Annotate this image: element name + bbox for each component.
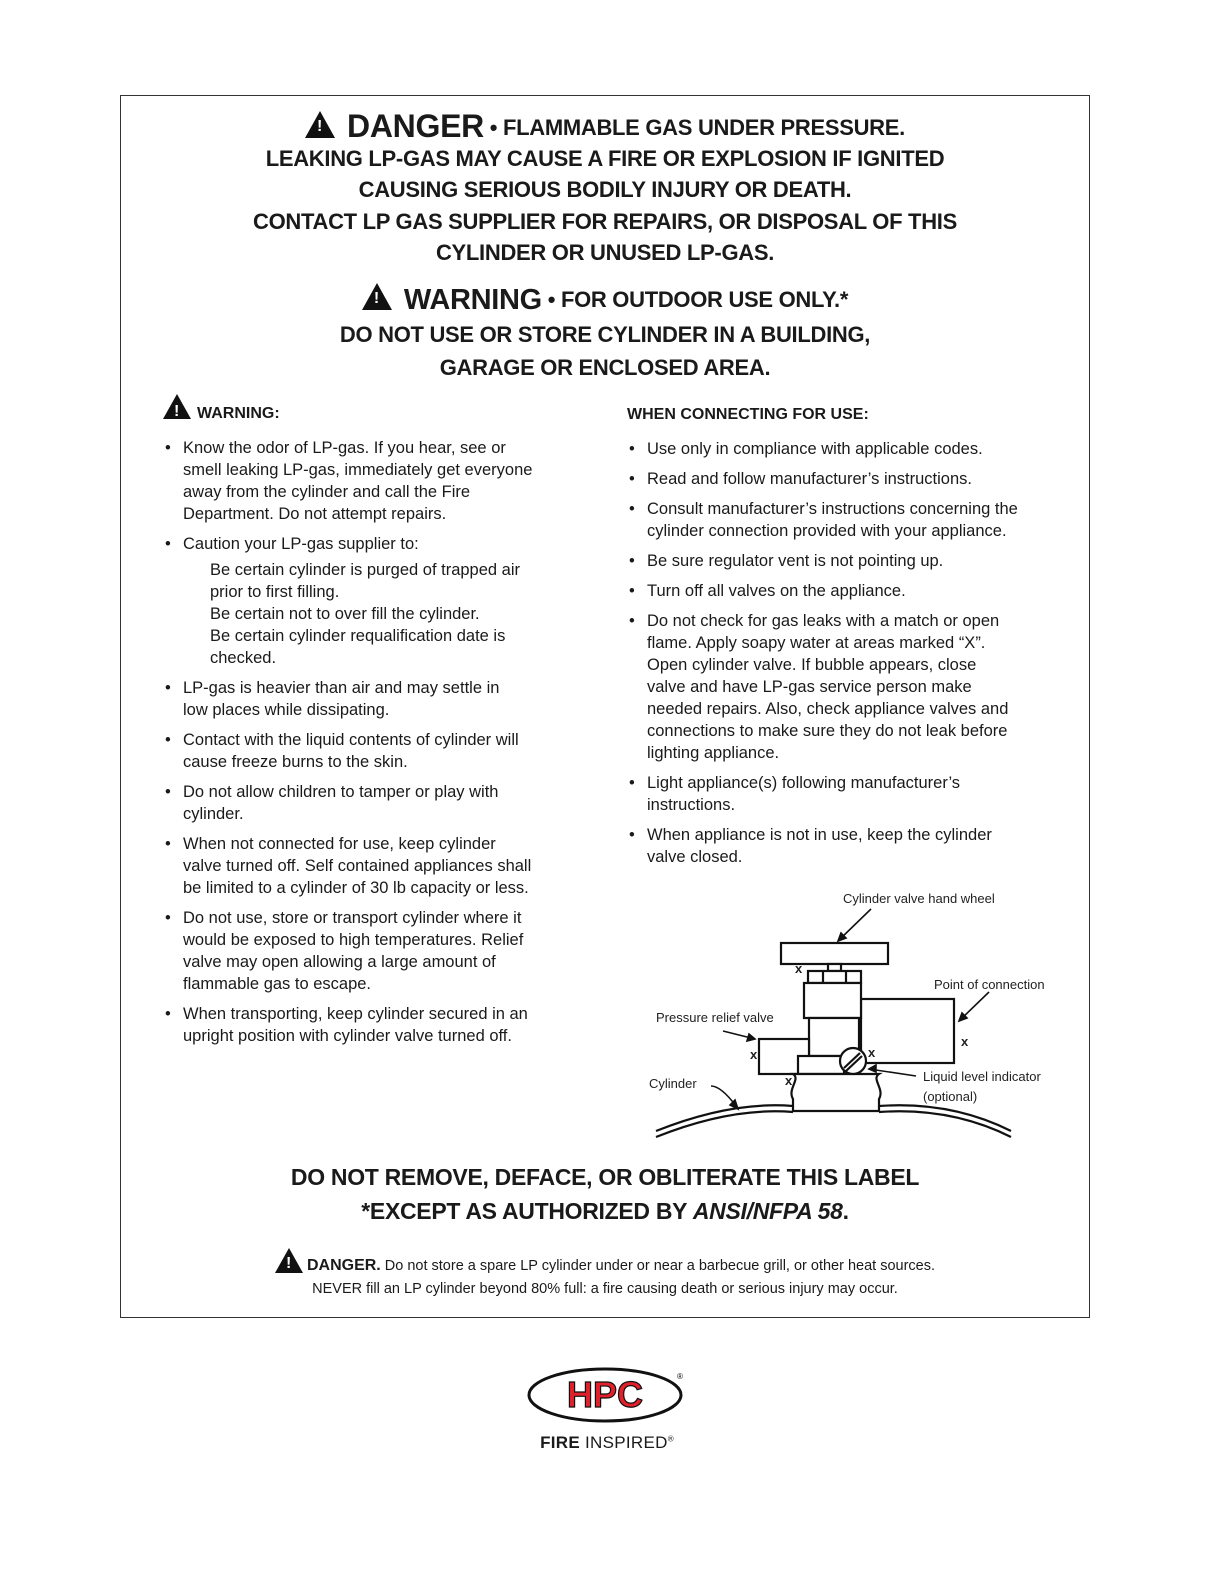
- label-liquid-level: Liquid level indicator: [923, 1069, 1041, 1084]
- cylinder-valve-diagram: [631, 881, 1061, 1141]
- tagline-inspired: INSPIRED: [585, 1433, 668, 1452]
- list-item: • Contact with the liquid contents of cylinder will cause freeze burns to the skin.: [163, 729, 563, 773]
- bottom-danger-line1: [121, 1248, 1089, 1275]
- label-hand-wheel: Cylinder valve hand wheel: [843, 891, 995, 906]
- list-item: • Read and follow manufacturer’s instructions.: [627, 468, 1037, 490]
- sub-item: Be certain not to over fill the cylinder.: [210, 605, 480, 623]
- list-item: • When transporting, keep cylinder secured in an upright position with cylinder valve turned off.: [163, 1003, 563, 1047]
- warning-title: WARNING: [403, 284, 542, 316]
- registered-mark: ®: [677, 1372, 683, 1381]
- list-item: [163, 533, 563, 669]
- leak-mark: x: [961, 1034, 969, 1049]
- warning-subtitle: • FOR OUTDOOR USE ONLY.*: [547, 287, 849, 312]
- leak-mark: x: [750, 1047, 758, 1062]
- leak-mark: x: [795, 961, 803, 976]
- ansi-suffix: .: [842, 1198, 849, 1224]
- right-column: [627, 404, 1037, 876]
- warning-triangle-icon: [275, 1248, 303, 1273]
- list-item-text: • Caution your LP-gas supplier to:: [183, 535, 419, 553]
- list-item: • Know the odor of LP-gas. If you hear, see or smell leaking LP-gas, immediately get everyone away from the cylinder and call the Fire Department. Do not attempt repairs.: [163, 437, 563, 525]
- hpc-logo-mark: [527, 1366, 687, 1426]
- logo-brand: HPC: [566, 1374, 644, 1415]
- left-heading: [163, 394, 563, 425]
- leak-mark: x: [868, 1045, 876, 1060]
- list-item: • When not connected for use, keep cylinder valve turned off. Self contained appliances shall be limited to a cylinder of 30 lb capacity or less.: [163, 833, 563, 899]
- danger-heading: [121, 108, 1089, 145]
- bottom-danger-title: DANGER.: [306, 1257, 381, 1274]
- list-item: • Turn off all valves on the appliance.: [627, 580, 1037, 602]
- bottom-danger-line2: NEVER fill an LP cylinder beyond 80% full: a fire causing death or serious injury may occur.: [312, 1281, 898, 1297]
- list-item: • Use only in compliance with applicable codes.: [627, 438, 1037, 460]
- hpc-logo: [527, 1366, 687, 1456]
- warning-triangle-icon: [362, 283, 392, 310]
- list-item: • Light appliance(s) following manufacturer’s instructions.: [627, 772, 1037, 816]
- danger-subtitle: • FLAMMABLE GAS UNDER PRESSURE.: [489, 115, 905, 140]
- list-item: • Be sure regulator vent is not pointing up.: [627, 550, 1037, 572]
- list-item: • When appliance is not in use, keep the cylinder valve closed.: [627, 824, 1037, 868]
- ansi-notice: [121, 1198, 1089, 1225]
- list-item: • LP-gas is heavier than air and may settle in low places while dissipating.: [163, 677, 563, 721]
- left-column: [163, 394, 563, 1055]
- ansi-standard: ANSI/NFPA 58: [692, 1198, 843, 1224]
- danger-line: LEAKING LP-GAS MAY CAUSE A FIRE OR EXPLOSION IF IGNITED: [265, 146, 945, 171]
- list-item: • Consult manufacturer’s instructions concerning the cylinder connection provided with your appliance.: [627, 498, 1037, 542]
- logo-tagline: [527, 1433, 687, 1453]
- warning-triangle-icon: [163, 394, 191, 419]
- danger-line: CAUSING SERIOUS BODILY INJURY OR DEATH.: [358, 177, 852, 202]
- tagline-registered: ®: [667, 1434, 674, 1444]
- bottom-danger-text: Do not store a spare LP cylinder under or near a barbecue grill, or other heat sources.: [384, 1258, 936, 1274]
- do-not-remove-notice: DO NOT REMOVE, DEFACE, OR OBLITERATE THIS LABEL: [290, 1164, 920, 1190]
- label-optional: (optional): [923, 1089, 978, 1104]
- warning-heading: [121, 283, 1089, 317]
- list-item: • Do not allow children to tamper or play with cylinder.: [163, 781, 563, 825]
- sub-item: Be certain cylinder is purged of trapped air prior to first filling.: [210, 561, 521, 601]
- warning-label: [120, 95, 1090, 1318]
- list-item: • Do not check for gas leaks with a match or open flame. Apply soapy water at areas marked “X”. Open cylinder valve. If bubble appears, close valve and have LP-gas service person make needed repairs. Also, check appliance valves and connections to make sure they do not leak before lighting appliance.: [627, 610, 1037, 764]
- danger-line: CYLINDER OR UNUSED LP-GAS.: [435, 240, 775, 265]
- warning-line: GARAGE OR ENCLOSED AREA.: [439, 355, 771, 380]
- danger-title: DANGER: [347, 108, 484, 144]
- danger-line: CONTACT LP GAS SUPPLIER FOR REPAIRS, OR DISPOSAL OF THIS: [253, 209, 957, 234]
- warning-line: DO NOT USE OR STORE CYLINDER IN A BUILDING,: [339, 322, 871, 347]
- label-relief-valve: Pressure relief valve: [656, 1010, 774, 1025]
- label-cylinder: Cylinder: [649, 1076, 697, 1091]
- left-heading-text: WARNING:: [197, 405, 280, 422]
- ansi-prefix: *EXCEPT AS AUTHORIZED BY: [361, 1198, 693, 1224]
- leak-mark: x: [785, 1073, 793, 1088]
- label-connection: Point of connection: [934, 977, 1045, 992]
- right-heading: WHEN CONNECTING FOR USE:: [627, 406, 869, 423]
- warning-triangle-icon: [305, 111, 335, 138]
- tagline-fire: FIRE: [540, 1433, 580, 1452]
- sub-item: Be certain cylinder requalification date is checked.: [210, 627, 506, 667]
- list-item: • Do not use, store or transport cylinder where it would be exposed to high temperatures. Relief valve may open allowing a large amount of flammable gas to escape.: [163, 907, 563, 995]
